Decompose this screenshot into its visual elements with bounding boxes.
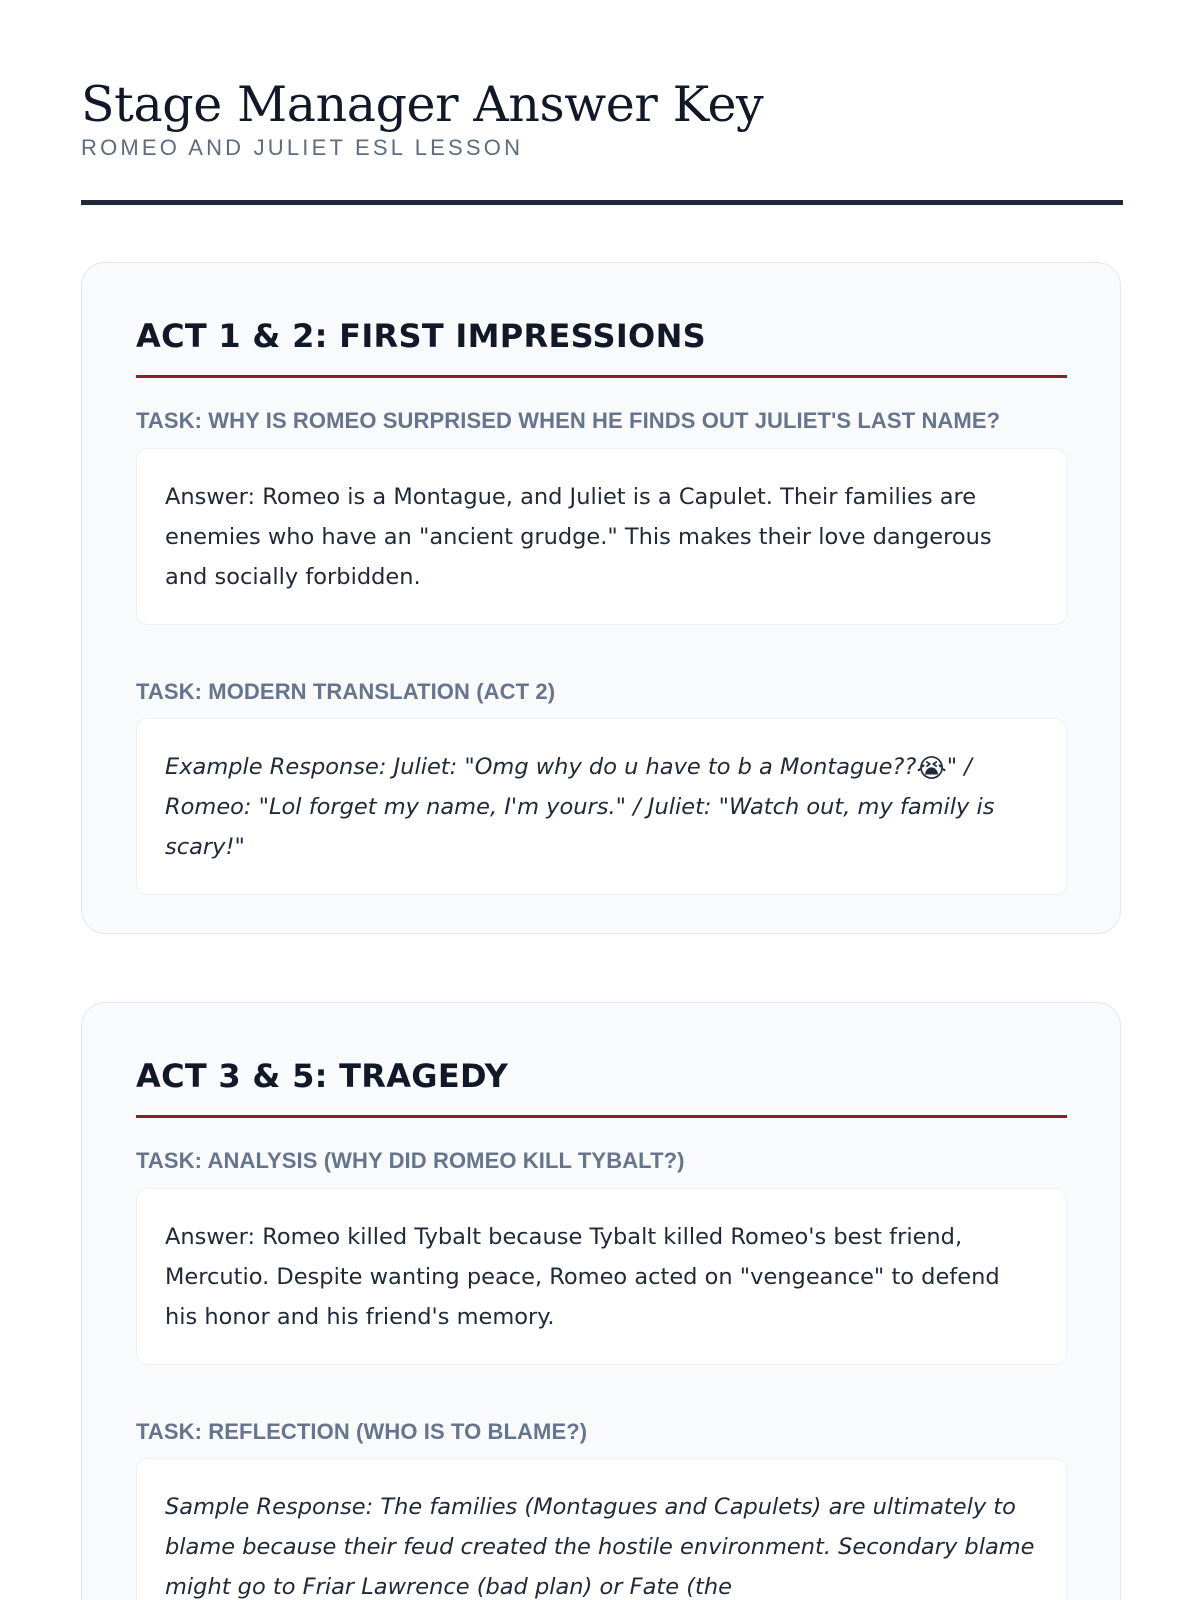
crying-face-emoji-icon: 😭 bbox=[916, 754, 947, 785]
act-title-tragedy: ACT 3 & 5: TRAGEDY bbox=[136, 1057, 509, 1095]
act-3-5-card bbox=[81, 1002, 1121, 1600]
act-1-2-card bbox=[81, 262, 1121, 934]
task-label-romeo-surprised: TASK: WHY IS ROMEO SURPRISED WHEN HE FINDS OUT JULIET'S LAST NAME? bbox=[136, 408, 1001, 434]
act-title-first-impressions: ACT 1 & 2: FIRST IMPRESSIONS bbox=[136, 317, 706, 355]
document-title: Stage Manager Answer Key bbox=[81, 76, 764, 133]
answer-box-romeo-surprised bbox=[136, 448, 1067, 625]
act-title-underline bbox=[136, 375, 1067, 378]
task-label-tybalt-analysis: TASK: ANALYSIS (WHY DID ROMEO KILL TYBALT?) bbox=[136, 1148, 685, 1174]
answer-text: Answer: Romeo killed Tybalt because Tybalt killed Romeo's best friend, Mercutio. Despite wanting peace, Romeo acted on "vengeance" to defend his honor and his friend's memory. bbox=[165, 1223, 1000, 1330]
header-divider bbox=[81, 200, 1123, 205]
sample-response-text: Sample Response: The families (Montagues and Capulets) are ultimately to blame because their feud created the hostile environment. Secondary blame might go to Friar Lawrence (bad plan) or Fate (the bbox=[165, 1494, 1035, 1600]
answer-box-modern-translation bbox=[136, 718, 1067, 895]
act-title-underline bbox=[136, 1115, 1067, 1118]
answer-box-tybalt-analysis bbox=[136, 1188, 1067, 1365]
document-header bbox=[81, 78, 1123, 161]
example-response-text-end: " / Romeo: "Lol forget my name, I'm yours." / Juliet: "Watch out, my family is scary!" bbox=[165, 754, 995, 861]
task-label-who-is-to-blame: TASK: REFLECTION (WHO IS TO BLAME?) bbox=[136, 1418, 588, 1444]
example-response-text-start: Example Response: Juliet: "Omg why do u have to b a Montague?? bbox=[165, 754, 917, 781]
answer-text: Answer: Romeo is a Montague, and Juliet is a Capulet. Their families are enemies who have an "ancient grudge." This makes their love dangerous and socially forbidden. bbox=[165, 483, 992, 590]
document-subtitle: ROMEO AND JULIET ESL LESSON bbox=[81, 134, 524, 160]
answer-box-who-is-to-blame bbox=[136, 1458, 1067, 1600]
task-label-modern-translation: TASK: MODERN TRANSLATION (ACT 2) bbox=[136, 678, 556, 704]
